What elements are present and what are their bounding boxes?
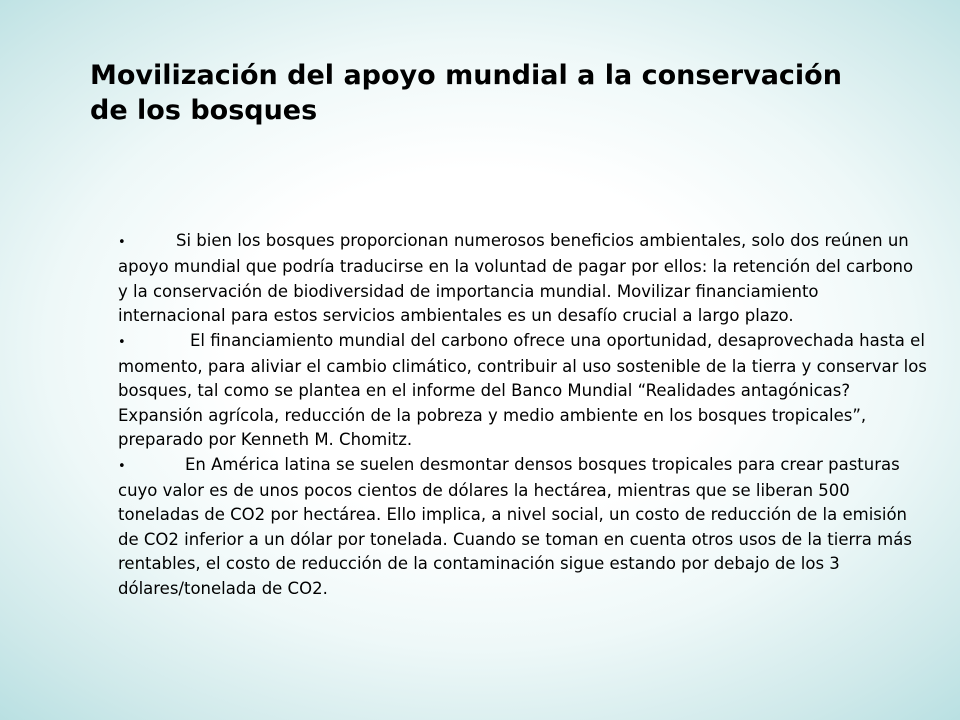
title-line-1: Movilización del apoyo mundial a la conservación: [90, 60, 842, 91]
title-line-2: de los bosques: [90, 95, 318, 126]
bullet-paragraph-3: [118, 453, 928, 601]
bullet-paragraph-1: [118, 229, 928, 329]
bullet-icon: •: [118, 235, 126, 250]
bullet-icon: •: [118, 458, 126, 474]
bullet-paragraph-2: [118, 329, 928, 453]
slide-body: [118, 229, 928, 601]
paragraph-text-1: Si bien los bosques proporcionan numerosos beneficios ambientales, solo dos reúnen un apoyo mundial que podría traducirse en la voluntad de pagar por ellos: la retención del carbono y la conservación de biodiversidad de importancia mundial. Movilizar financiamiento internacional para estos servicios ambientales es un desafío crucial a largo plazo.: [118, 231, 914, 326]
paragraph-text-3: En América latina se suelen desmontar densos bosques tropicales para crear pasturas cuyo valor es de unos pocos cientos de dólares la hectárea, mientras que se liberan 500 toneladas de CO2 por hectárea. Ello implica, a nivel social, un costo de reducción de la emisión de CO2 inferior a un dólar por tonelada. Cuando se toman en cuenta otros usos de la tierra más rentables, el costo de reducción de la contaminación sigue estando por debajo de los 3 dólares/tonelada de CO2.: [118, 454, 912, 598]
bullet-icon: •: [118, 334, 126, 350]
slide-title: [90, 58, 910, 128]
paragraph-text-2: El financiamiento mundial del carbono ofrece una oportunidad, desaprovechada hasta el momento, para aliviar el cambio climático, contribuir al uso sostenible de la tierra y conservar los bosques, tal como se plantea en el informe del Banco Mundial “Realidades antagónicas? Expansión agrícola, reducción de la pobreza y medio ambiente en los bosques tropicales”, preparado por Kenneth M. Chomitz.: [118, 330, 927, 450]
